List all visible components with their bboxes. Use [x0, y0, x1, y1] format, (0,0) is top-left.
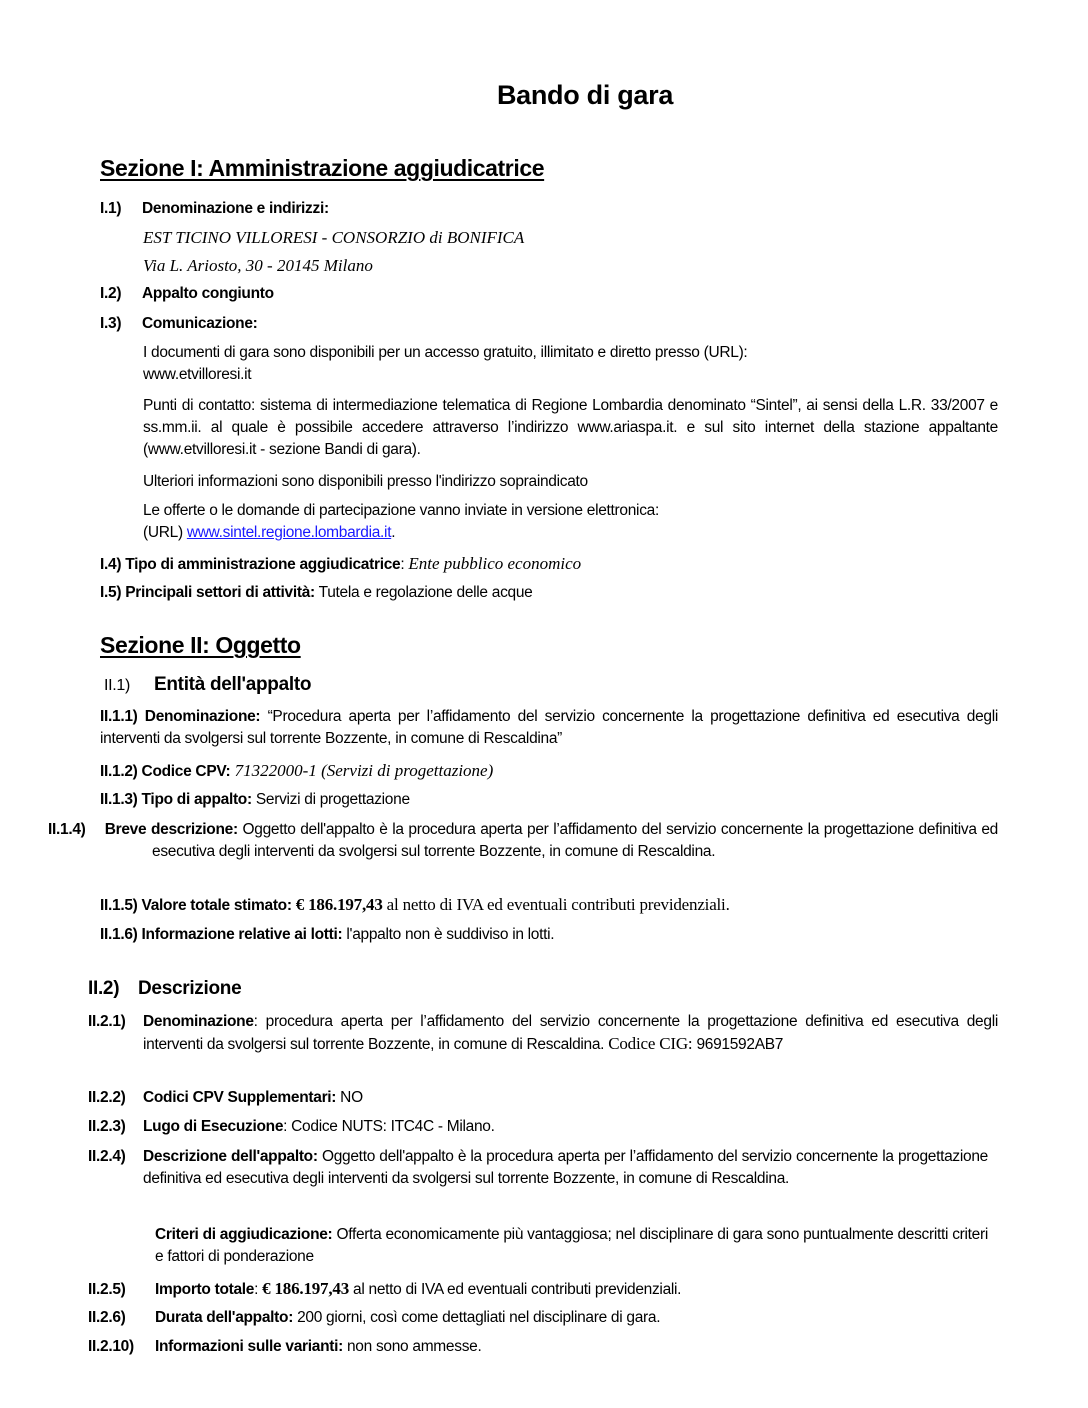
docs-text: I documenti di gara sono disponibili per un accesso gratuito, illimitato e diretto presso (URL): [143, 344, 748, 361]
item-ii16 [100, 924, 554, 946]
item-ii21 [88, 1011, 998, 1056]
item-amount: € 186.197,43 [291, 895, 383, 914]
organization-name: EST TICINO VILLORESI - CONSORZIO di BONIFICA [143, 228, 525, 247]
item-value: NO [336, 1089, 363, 1106]
item-label: Breve descrizione: [104, 821, 238, 838]
item-number: I.4) [100, 556, 122, 573]
item-label: Durata dell'appalto: [155, 1309, 294, 1326]
item-ii22 [88, 1087, 363, 1109]
item-number: II.1.1) [100, 708, 138, 725]
item-i5 [100, 582, 533, 604]
offers-submission [143, 500, 1003, 544]
item-number: II.2.1) [88, 1013, 126, 1030]
item-number: II.2.3) [88, 1118, 126, 1135]
organization-address: Via L. Ariosto, 30 - 20145 Milano [143, 256, 373, 275]
item-label: Informazioni sulle varianti: [155, 1338, 343, 1355]
item-label: Lugo di Esecuzione [143, 1118, 284, 1135]
item-number: I.2) [100, 285, 122, 302]
item-label: Codice CPV: [141, 763, 231, 780]
item-label: Denominazione [143, 1013, 254, 1030]
item-number: II.2.10) [88, 1338, 134, 1355]
item-ii25 [88, 1278, 681, 1301]
item-label: Codici CPV Supplementari: [143, 1089, 337, 1106]
item-number: I.1) [100, 200, 122, 217]
section-1-heading: Sezione I: Amministrazione aggiudicatrice [100, 155, 545, 181]
section-2-heading: Sezione II: Oggetto [100, 632, 301, 658]
item-separator: : [400, 556, 409, 573]
item-number: II.1.5) [100, 897, 138, 914]
item-label: Valore totale stimato: [141, 897, 292, 914]
subsection-label: Entità dell'appalto [154, 674, 312, 695]
subsection-label: Descrizione [138, 978, 242, 999]
item-number: I.3) [100, 315, 122, 332]
criteria-value: Offerta economicamente più vantaggiosa; nel disciplinare di gara sono puntualmente descritti criteri e fattori di ponderazione [155, 1226, 988, 1265]
offers-text: Le offerte o le domande di partecipazione vanno inviate in versione elettronica: [143, 502, 659, 519]
item-ii14: II.1.4) Breve descrizione: Oggetto dell'appalto è la procedura aperta per l’affidamento del servizio concernente la progettazione definitiva ed esecutiva degli interventi da svolgersi sul torrente Bozzente, in comune di Rescaldina. [48, 821, 998, 860]
item-value: 71322000-1 (Servizi di progettazione) [230, 761, 494, 780]
subsection-ii2-heading [88, 978, 241, 1000]
item-label: Tipo di amministrazione aggiudicatrice [125, 556, 401, 573]
item-value: Oggetto dell'appalto è la procedura aperta per l’affidamento del servizio concernente la progettazione definitiva ed esecutiva degli interventi da svolgersi sul torrente Bozzente, in comune di Rescaldina. [152, 821, 998, 860]
offers-url-suffix: . [391, 524, 396, 541]
item-ii23 [88, 1116, 495, 1138]
item-number: II.2.6) [88, 1309, 126, 1326]
item-ii15 [100, 894, 730, 917]
item-i3 [100, 313, 258, 335]
item-label: Descrizione dell'appalto: [143, 1148, 318, 1165]
item-separator: : [254, 1281, 263, 1298]
item-value: : procedura aperta per l’affidamento del servizio concernente la progettazione definitiva ed esecutiva degli interventi da svolgersi sul torrente Bozzente, in comune di Rescaldina. [143, 1013, 998, 1053]
item-label: Appalto congiunto [142, 285, 274, 302]
offers-url-line [143, 522, 1003, 544]
further-info: Ulteriori informazioni sono disponibili presso l'indirizzo sopraindicato [143, 473, 588, 490]
item-number: II.2.2) [88, 1089, 126, 1106]
item-number: II.2.5) [88, 1281, 126, 1298]
cig-label: Codice CIG: [604, 1034, 693, 1053]
item-value: l'appalto non è suddiviso in lotti. [342, 926, 555, 943]
item-number: I.5) [100, 584, 122, 601]
cig-code: 9691592AB7 [692, 1036, 784, 1053]
item-number: II.2.4) [88, 1148, 126, 1165]
item-ii24 [88, 1146, 988, 1190]
subsection-number: II.1) [104, 677, 131, 694]
item-value: al netto di IVA ed eventuali contributi previdenziali. [349, 1281, 682, 1298]
item-value: Tutela e regolazione delle acque [314, 584, 533, 601]
subsection-ii1-heading [104, 674, 311, 696]
item-label: Principali settori di attività: [125, 584, 315, 601]
document-title: Bando di gara [496, 80, 674, 110]
item-label: Denominazione: [144, 708, 261, 725]
item-ii210 [88, 1336, 481, 1358]
item-ii11 [100, 706, 998, 750]
item-value: al netto di IVA ed eventuali contributi previdenziali. [382, 895, 730, 914]
offers-url-prefix: (URL) [143, 524, 187, 541]
docs-url: www.etvilloresi.it [143, 366, 252, 383]
item-value: 200 giorni, così come dettagliati nel disciplinare di gara. [293, 1309, 661, 1326]
item-ii26 [88, 1307, 660, 1329]
item-ii12 [100, 760, 493, 783]
item-value: “Procedura aperta per l’affidamento del servizio concernente la progettazione definitiva ed esecutiva degli interventi da svolgersi sul torrente Bozzente, in comune di Rescaldina” [100, 708, 998, 747]
item-label: Denominazione e indirizzi: [142, 200, 329, 217]
item-i4 [100, 553, 581, 576]
item-amount: € 186.197,43 [262, 1279, 350, 1298]
item-ii13 [100, 789, 410, 811]
item-value: : Codice NUTS: ITC4C - Milano. [283, 1118, 495, 1135]
award-criteria [155, 1224, 988, 1268]
item-i2 [100, 283, 274, 305]
item-value: Ente pubblico economico [408, 554, 582, 573]
docs-availability [143, 342, 1003, 386]
criteria-label: Criteri di aggiudicazione: [155, 1226, 333, 1243]
contact-points: Punti di contatto: sistema di intermediazione telematica di Regione Lombardia denominato “Sintel”, ai sensi della L.R. 33/2007 e ss.mm.ii. al quale è possibile accedere attraverso l’indirizzo www.ariaspa.it. e sul sito internet della stazione appaltante (www.etvilloresi.it - sezione Bandi di gara). [143, 397, 998, 458]
item-value: non sono ammesse. [342, 1338, 482, 1355]
item-value: Oggetto dell'appalto è la procedura aperta per l’affidamento del servizio concernente la progettazione definitiva ed esecutiva degli interventi da svolgersi sul torrente Bozzente, in comune di Rescaldina. [143, 1148, 988, 1187]
item-number: II.1.3) [100, 791, 138, 808]
item-number: II.1.2) [100, 763, 138, 780]
subsection-number: II.2) [88, 978, 120, 999]
item-label: Tipo di appalto: [141, 791, 252, 808]
item-label: Informazione relative ai lotti: [141, 926, 343, 943]
item-label: Importo totale [155, 1281, 255, 1298]
item-value: Servizi di progettazione [251, 791, 410, 808]
item-number: II.1.6) [100, 926, 138, 943]
item-i1 [100, 198, 329, 220]
sintel-link[interactable]: www.sintel.regione.lombardia.it [186, 524, 392, 541]
item-label: Comunicazione: [142, 315, 258, 332]
